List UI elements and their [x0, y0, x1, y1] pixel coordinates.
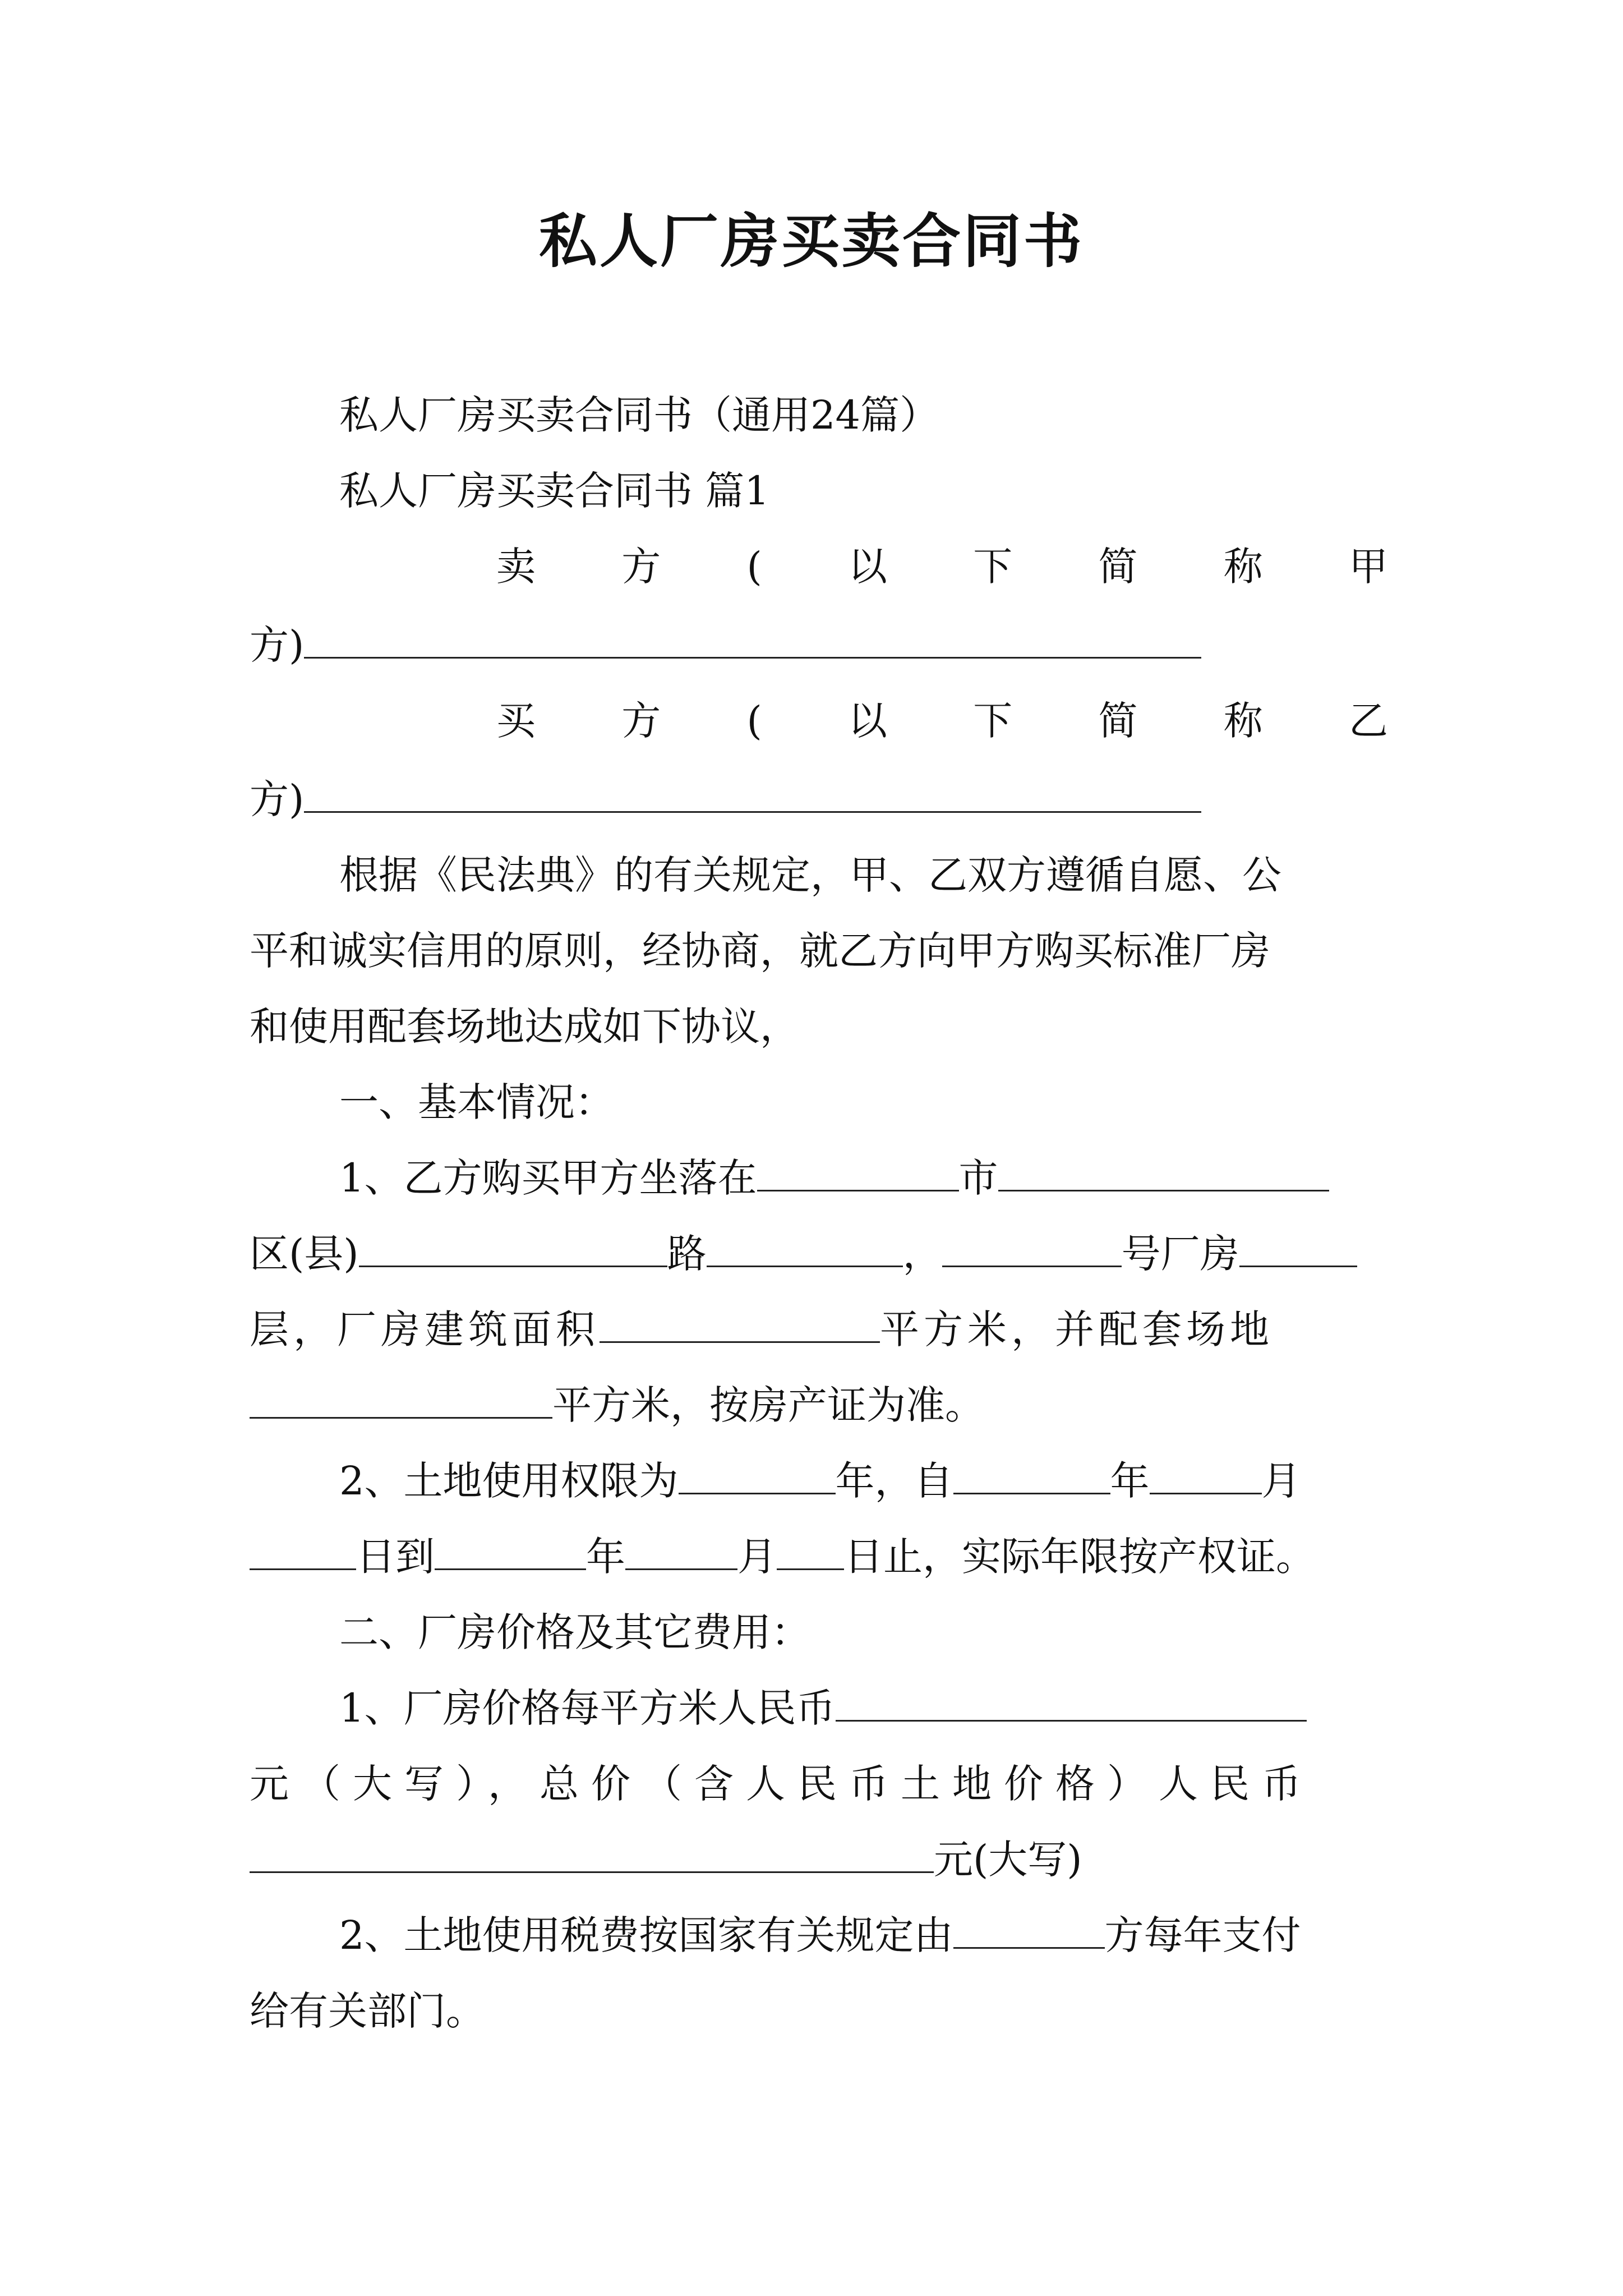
- s2-item2-line2: 给有关部门。: [250, 1988, 485, 2034]
- road-no-blank[interactable]: [707, 1226, 903, 1267]
- tax-payer-blank[interactable]: [953, 1908, 1105, 1949]
- s2-item2-line1: 2、土地使用税费按国家有关规定由 方每年支付: [250, 1907, 1478, 1963]
- preamble-line-2: 平和诚实信用的原则，经协商，就乙方向甲方购买标准厂房: [250, 928, 1270, 974]
- seller-name-blank[interactable]: [304, 618, 1201, 659]
- unit-price-blank[interactable]: [836, 1681, 1307, 1722]
- buyer-name-line: 方): [250, 771, 1388, 827]
- s2-item1-line3: 元(大写): [250, 1832, 1388, 1888]
- seller-line: 卖 方 ( 以 下 简 称 甲: [496, 544, 1388, 590]
- s1-item1-line2: 区(县) 路 ， 号厂房: [250, 1226, 1388, 1282]
- s1-item2-line1: 2、土地使用权限为 年，自 年 月: [250, 1453, 1478, 1509]
- preamble-line-1: 根据《民法典》的有关规定，甲、乙双方遵循自愿、公: [339, 852, 1281, 898]
- s2-item1-line1: 1、厂房价格每平方米人民币: [250, 1680, 1478, 1736]
- buyer-name-blank[interactable]: [304, 772, 1201, 813]
- subtitle: 私人厂房买卖合同书（通用24篇）: [339, 392, 939, 438]
- floor-blank[interactable]: [1239, 1226, 1357, 1267]
- document-title: 私人厂房买卖合同书: [538, 206, 1084, 275]
- land-term-years-blank[interactable]: [679, 1453, 836, 1494]
- s1-item2-line2: 日到 年 月 日止，实际年限按产权证。: [250, 1529, 1388, 1585]
- start-day-blank[interactable]: [250, 1529, 356, 1570]
- building-no-blank[interactable]: [942, 1226, 1122, 1267]
- s1-item1-line3: 层，厂房建筑面积 平方米，并配套场地: [250, 1301, 1388, 1358]
- s1-item1-line4: 平方米，按房产证为准。: [250, 1377, 1388, 1433]
- total-price-blank[interactable]: [250, 1832, 934, 1873]
- site-area-blank[interactable]: [250, 1378, 552, 1419]
- s2-item1-line2: 元（大写），总价（含人民币土地价格）人民币: [250, 1761, 1313, 1807]
- road-blank[interactable]: [359, 1226, 667, 1267]
- building-area-blank[interactable]: [600, 1302, 880, 1343]
- city-blank[interactable]: [757, 1151, 959, 1191]
- district-blank[interactable]: [998, 1151, 1329, 1191]
- piece-heading: 私人厂房买卖合同书 篇1: [339, 468, 769, 514]
- start-year-blank[interactable]: [953, 1453, 1110, 1494]
- end-month-blank[interactable]: [625, 1529, 737, 1570]
- section-2-heading: 二、厂房价格及其它费用：: [339, 1609, 810, 1655]
- s1-item1-line1: 1、乙方购买甲方坐落在 市: [250, 1150, 1478, 1206]
- seller-name-line: 方): [250, 617, 1388, 673]
- buyer-line: 买 方 ( 以 下 简 称 乙: [496, 698, 1388, 744]
- end-year-blank[interactable]: [435, 1529, 586, 1570]
- end-day-blank[interactable]: [777, 1529, 844, 1570]
- section-1-heading: 一、基本情况：: [339, 1079, 614, 1125]
- preamble-line-3: 和使用配套场地达成如下协议，: [250, 1004, 799, 1050]
- start-month-blank[interactable]: [1150, 1453, 1262, 1494]
